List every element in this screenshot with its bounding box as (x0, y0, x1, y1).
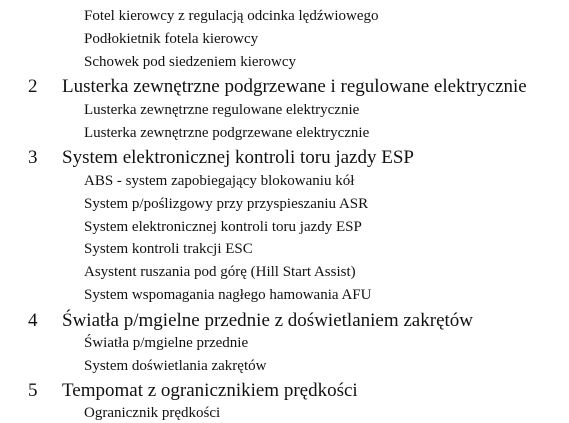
list-item: Fotel kierowcy z regulacją odcinka lędźwiowego (84, 8, 379, 24)
section-number: 4 (28, 310, 38, 331)
list-item: Ogranicznik prędkości (84, 405, 221, 421)
list-item: System wspomagania nagłego hamowania AFU (84, 287, 372, 303)
section-heading: System elektronicznej kontroli toru jazdy ESP (62, 147, 414, 168)
list-item: Podłokietnik fotela kierowcy (84, 31, 259, 47)
list-item: System doświetlania zakrętów (84, 358, 267, 374)
section-number: 3 (28, 147, 38, 168)
list-item: Schowek pod siedzeniem kierowcy (84, 54, 297, 70)
section-number: 5 (28, 380, 38, 401)
list-item: Światła p/mgielne przednie (84, 335, 249, 351)
list-item: Lusterka zewnętrzne podgrzewane elektrycznie (84, 125, 370, 141)
list-item: System kontroli trakcji ESC (84, 241, 253, 257)
list-item: ABS - system zapobiegający blokowaniu kół (84, 173, 355, 189)
section-heading: Tempomat z ogranicznikiem prędkości (62, 380, 358, 401)
list-item: Asystent ruszania pod górę (Hill Start Assist) (84, 264, 356, 280)
section-number: 2 (28, 76, 38, 97)
list-item: System elektronicznej kontroli toru jazdy ESP (84, 219, 362, 235)
list-item: System p/poślizgowy przy przyspieszaniu ASR (84, 196, 369, 212)
section-heading: Lusterka zewnętrzne podgrzewane i regulowane elektrycznie (62, 76, 527, 97)
section-heading: Światła p/mgielne przednie z doświetlaniem zakrętów (62, 310, 473, 331)
list-item: Lusterka zewnętrzne regulowane elektrycznie (84, 102, 360, 118)
